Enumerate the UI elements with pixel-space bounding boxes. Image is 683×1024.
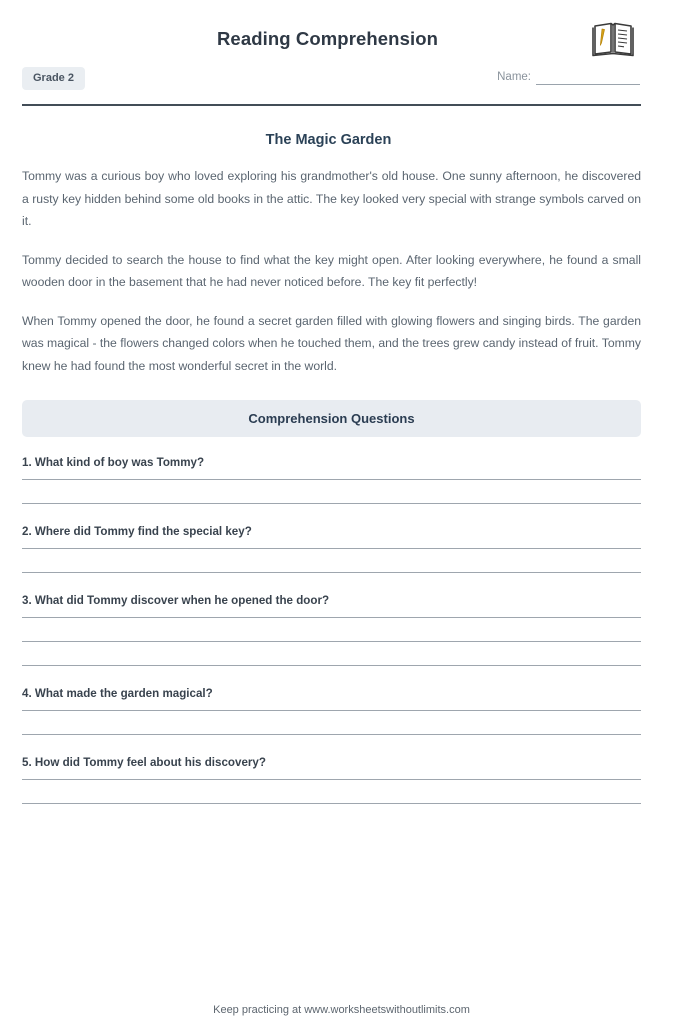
page-title: Reading Comprehension (216, 28, 439, 49)
header-divider (22, 104, 641, 106)
answer-line[interactable] (22, 572, 641, 573)
worksheet-header (22, 0, 641, 106)
answer-line[interactable] (22, 503, 641, 504)
story-paragraph: Tommy was a curious boy who loved exploring his grandmother's old house. One sunny afternoon, he discovered a rusty key hidden behind some old books in the attic. The key looked very special with strange symbols carved on it. (22, 169, 641, 229)
name-input-blank[interactable] (536, 73, 640, 85)
grade-badge: Grade 2 (22, 67, 85, 90)
question-text: 1. What kind of boy was Tommy? (22, 455, 205, 469)
comprehension-questions-banner (22, 400, 641, 437)
open-book-with-pencil-icon (591, 18, 635, 58)
story-paragraph: When Tommy opened the door, he found a secret garden filled with glowing flowers and singing birds. The garden was magical - the flowers changed colors when he touched them, and the trees grew candy instead of fruit. Tommy knew he had found the most wonderful secret in the world. (22, 313, 641, 373)
name-label: Name: (497, 71, 531, 84)
question-item (22, 525, 641, 573)
question-text: 3. What did Tommy discover when he opened the door? (22, 593, 330, 607)
question-item (22, 756, 641, 804)
answer-line[interactable] (22, 665, 641, 666)
story-section (22, 132, 641, 378)
question-text: 2. Where did Tommy find the special key? (22, 524, 252, 538)
answer-line[interactable] (22, 734, 641, 735)
worksheet-meta-row (22, 67, 641, 90)
answer-line[interactable] (22, 641, 641, 642)
answer-line[interactable] (22, 803, 641, 804)
question-item (22, 594, 641, 666)
answer-line[interactable] (22, 779, 641, 780)
comprehension-questions-label: Comprehension Questions (248, 410, 415, 426)
question-item (22, 687, 641, 735)
answer-line[interactable] (22, 617, 641, 618)
question-item (22, 456, 641, 504)
answer-line[interactable] (22, 548, 641, 549)
name-field[interactable] (497, 72, 641, 85)
answer-line[interactable] (22, 479, 641, 480)
answer-line[interactable] (22, 710, 641, 711)
question-text: 5. How did Tommy feel about his discovery? (22, 755, 266, 769)
story-paragraph: Tommy decided to search the house to find what the key might open. After looking everywhere, he found a small wooden door in the basement that he had never noticed before. The key fit perfectly! (22, 252, 641, 290)
question-text: 4. What made the garden magical? (22, 686, 213, 700)
story-title: The Magic Garden (265, 132, 392, 148)
questions-list (22, 456, 641, 804)
footer-text: Keep practicing at www.worksheetswithoutlimits.com (213, 1004, 470, 1016)
